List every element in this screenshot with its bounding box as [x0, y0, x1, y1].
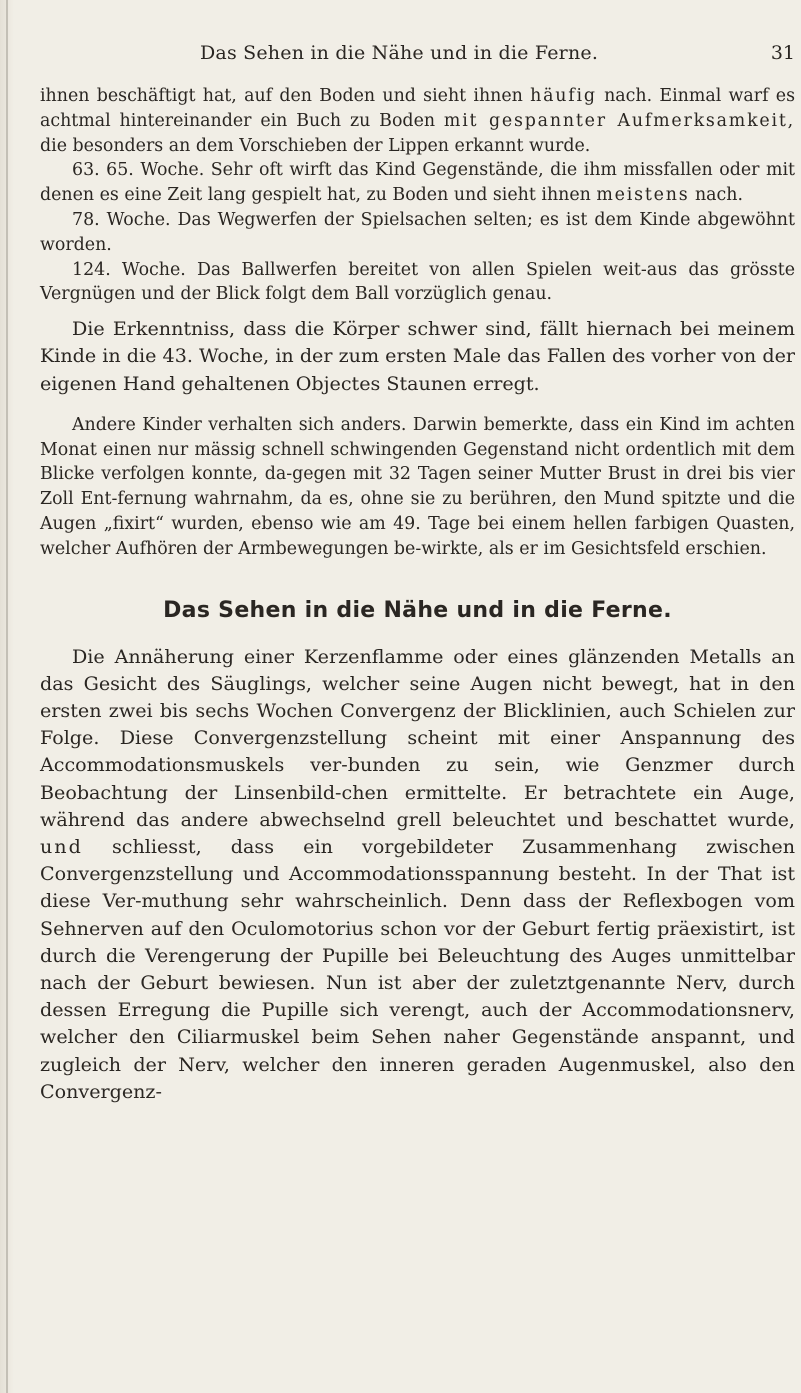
text-run: 63. 65. Woche. Sehr oft wirft das Kind Gegenstände, die ihm missfallen oder mit denen es eine Zeit lang gespielt hat, zu Boden und sieht ihnen	[40, 160, 795, 206]
text-run: die besonders an dem Vorschieben der Lippen erkannt wurde.	[40, 135, 591, 156]
text-run: ihnen beschäftigt hat, auf den Boden und sieht ihnen	[40, 86, 523, 106]
text-run: nach. Einmal warf es achtmal hintereinander ein Buch zu Boden	[40, 86, 795, 131]
paragraph-darwin: Andere Kinder verhalten sich anders. Darwin bemerkte, dass ein Kind im achten Monat einen nur mässig schnell schwingenden Gegenstand nicht ordentlich mit dem Blicke verfolgen konnte, da-gegen mit 32 Tagen seiner Mutter Brust in drei bis vier Zoll Ent-fernung wahrnahm, da es, ohne sie zu berühren, den Mund spitzte und die Augen „fixirt“ wurden, ebenso wie am 49. Tage bei einem hellen farbigen Quasten, welcher Aufhören der Armbewegungen be-wirkte, als er im Gesichtsfeld erschien.	[40, 414, 795, 559]
paragraph-week-124: 124. Woche. Das Ballwerfen bereitet von allen Spielen weit-aus das grösste Vergnügen und der Blick folgt dem Ball vorzüglich genau.	[40, 259, 795, 305]
spaced-emphasis: meistens	[596, 185, 690, 206]
running-title: Das Sehen in die Nähe und in die Ferne.	[200, 42, 599, 64]
spaced-emphasis: häufig	[530, 86, 597, 106]
text-run: Die Annäherung einer Kerzenflamme oder eines glänzenden Metalls an das Gesicht des Säuglings, welcher seine Augen nicht bewegt, hat in den ersten zwei bis sechs Wochen Convergenz der Blicklinien, auch Schielen zur Folge. Diese Convergenzstellung scheint mit einer Anspannung des Accommodationsmuskels ver-bunden zu sein, wie Genzmer durch Beobachtung der Linsenbild-chen ermittelte. Er betrachtete ein Auge, während das andere abwechselnd grell beleuchtet und beschattet wurde,	[40, 644, 795, 831]
spaced-emphasis: mit gespannter Aufmerksamkeit,	[443, 110, 795, 131]
paragraph-annaeherung	[40, 643, 795, 1105]
text-run: nach.	[694, 185, 744, 206]
page-body	[40, 84, 795, 1105]
text-run: schliesst, dass ein vorgebildeter Zusammenhang zwischen Convergenzstellung und Accommodationsspannung besteht. In der That ist diese Ver-muthung sehr wahrscheinlich. Denn dass der Reflexbogen vom Sehnerven auf den Oculomotorius schon vor der Geburt fertig präexistirt, ist durch die Verengerung der Pupille bei Beleuchtung des Auges unmittelbar nach der Geburt bewiesen. Nun ist aber der zuletztgenannte Nerv, durch dessen Erregung die Pupille sich verengt, auch der Accommodationsnerv, welcher den Ciliarmuskel beim Sehen naher Gegenstände anspannt, und zugleich der Nerv, welcher den inneren geraden Augenmuskel, also den Convergenz-	[40, 834, 795, 1103]
running-header	[40, 42, 795, 72]
paragraph-erkenntniss: Die Erkenntniss, dass die Körper schwer sind, fällt hiernach bei meinem Kinde in die 43. Woche, in der zum ersten Male das Fallen des vorher von der eigenen Hand gehaltenen Objectes Staunen erregt.	[40, 317, 795, 395]
section-heading: Das Sehen in die Nähe und in die Ferne.	[163, 597, 672, 623]
paragraph-week-63-65	[40, 158, 795, 208]
spaced-emphasis: und	[40, 834, 83, 858]
paragraph-week-78: 78. Woche. Das Wegwerfen der Spielsachen selten; es ist dem Kinde abgewöhnt worden.	[40, 209, 795, 255]
gutter-shadow-line	[6, 0, 8, 1393]
paragraph-continuation	[40, 84, 795, 158]
page-number: 31	[770, 42, 795, 64]
